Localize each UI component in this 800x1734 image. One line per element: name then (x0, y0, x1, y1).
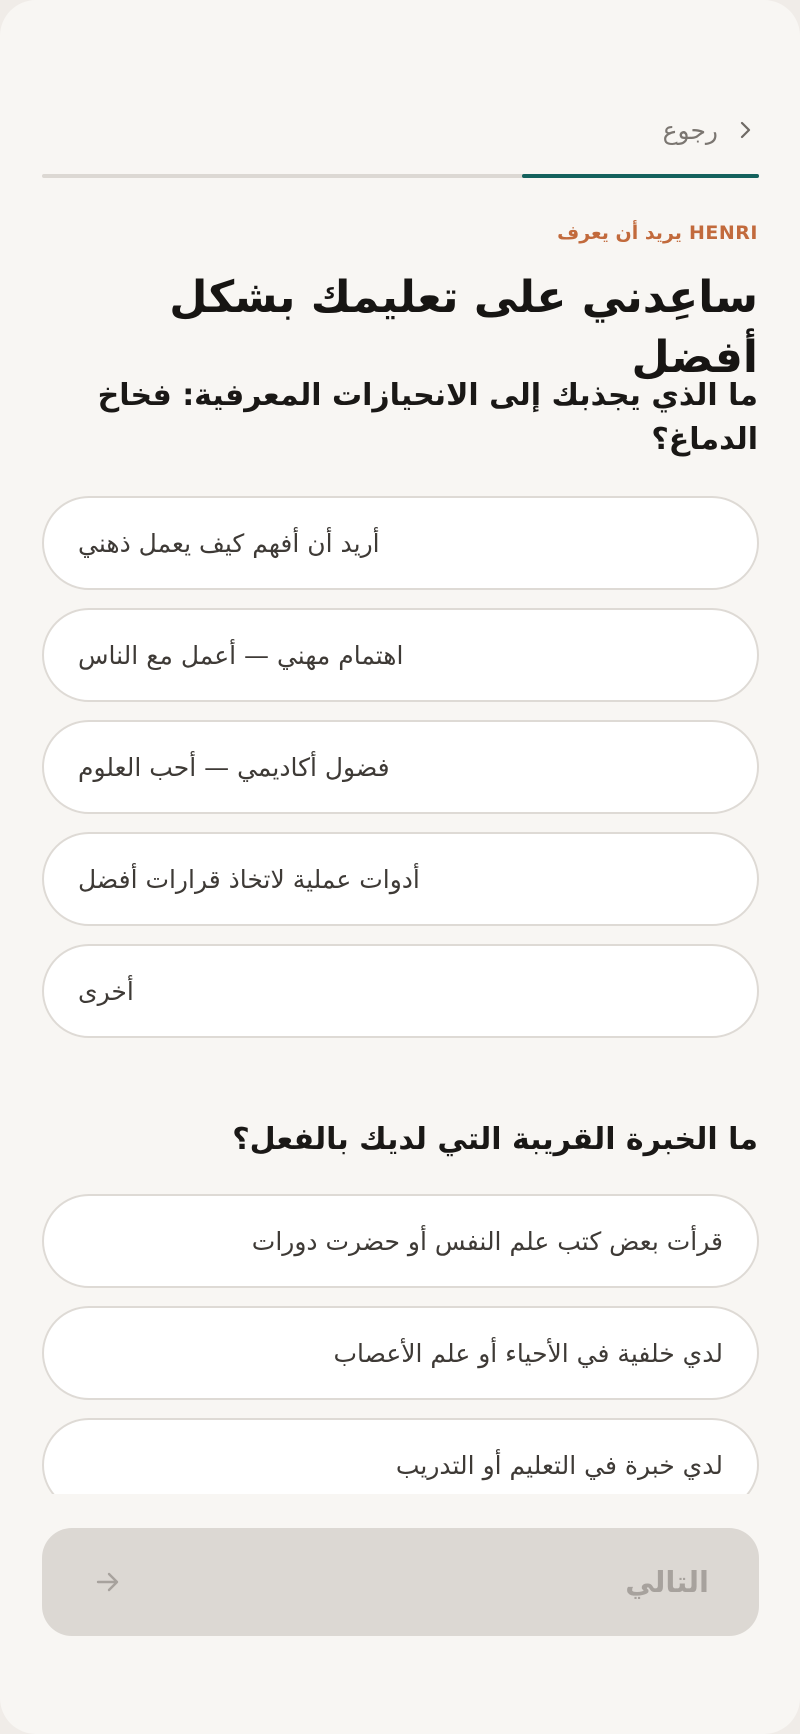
option-label: فضول أكاديمي — أحب العلوم (78, 752, 390, 782)
eyebrow-label: HENRI يريد أن يعرف (557, 222, 758, 244)
question-interest: ما الذي يجذبك إلى الانحيازات المعرفية: فخاخ الدماغ؟ (97, 378, 758, 457)
option-label: لدي خلفية في الأحياء أو علم الأعصاب (333, 1338, 723, 1368)
back-label: رجوع (662, 115, 718, 145)
arrow-right-icon (92, 1566, 124, 1598)
option-label: أخرى (78, 976, 134, 1006)
option-teaching-experience[interactable] (42, 1418, 759, 1494)
back-button[interactable] (663, 110, 758, 150)
option-read-psychology[interactable] (42, 1194, 759, 1288)
option-label: أريد أن أفهم كيف يعمل ذهني (78, 528, 380, 558)
question-experience: ما الخبرة القريبة التي لديك بالفعل؟ (232, 1122, 758, 1157)
option-label: قرأت بعض كتب علم النفس أو حضرت دورات (251, 1226, 723, 1256)
chevron-right-icon (732, 117, 758, 143)
option-academic-curiosity[interactable] (42, 720, 759, 814)
option-practical-tools[interactable] (42, 832, 759, 926)
option-label: لدي خبرة في التعليم أو التدريب (395, 1450, 723, 1480)
page-title: ساعِدني على تعليمك بشكل أفضل (169, 272, 758, 383)
option-label: أدوات عملية لاتخاذ قرارات أفضل (78, 864, 420, 894)
next-label: التالي (625, 1565, 709, 1599)
next-button[interactable] (42, 1528, 759, 1636)
option-understand-mind[interactable] (42, 496, 759, 590)
option-other[interactable] (42, 944, 759, 1038)
progress-bar-fill (522, 174, 759, 178)
progress-bar (42, 174, 759, 178)
option-professional-interest[interactable] (42, 608, 759, 702)
option-biology-background[interactable] (42, 1306, 759, 1400)
questions-scroll-area[interactable] (0, 360, 800, 1494)
option-label: اهتمام مهني — أعمل مع الناس (78, 640, 404, 670)
